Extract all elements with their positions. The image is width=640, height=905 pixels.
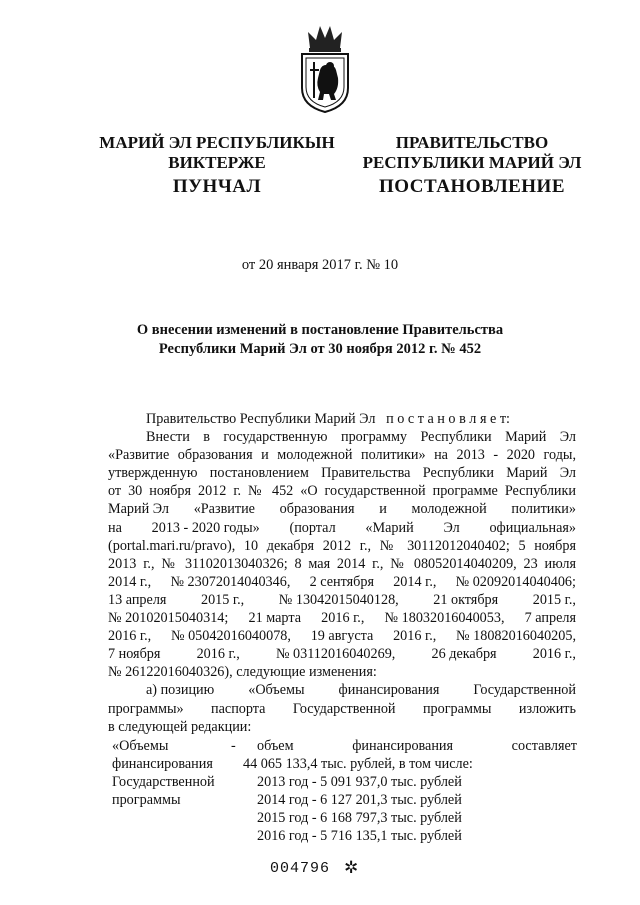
body-word: № 23072014040346, [170, 573, 291, 590]
body-line-text: в следующей редакции: [108, 718, 252, 735]
table-left-cell: финансирования [112, 756, 213, 772]
body-word: молодежной [411, 501, 487, 518]
table-right-line: 2013 год - 5 091 937,0 тыс. рублей [257, 774, 462, 790]
header-right-doc-type: ПОСТАНОВЛЕНИЕ [378, 176, 566, 197]
table-right-first-line [257, 737, 577, 755]
body-word: № 18032016040053, [384, 610, 505, 626]
table-right-line: 2016 год - 5 716 135,1 тыс. рублей [257, 828, 462, 844]
body-line [108, 663, 576, 681]
body-word: Государственной [292, 700, 396, 717]
body-word: паспорта [211, 700, 266, 717]
body-word: № 20102015040314; [108, 610, 229, 626]
body-word: «Марий [365, 519, 414, 536]
body-word: «Развитие [193, 501, 255, 518]
body-line-text: № 26122016040326), следующие изменения: [108, 664, 377, 681]
body-word: 13 апреля [108, 591, 167, 608]
body-word: «Объемы [248, 682, 305, 699]
date-line: от 20 января 2017 г. № 10 [241, 257, 399, 273]
body-line [108, 718, 576, 736]
table-left-column [112, 737, 215, 809]
body-word: № 03112016040269, [275, 646, 396, 663]
body-word: Государственной [473, 682, 576, 699]
body-line [108, 645, 576, 663]
table-right-column [243, 755, 473, 845]
body-word: № 18082016040205, [456, 628, 576, 645]
table-word: объем [257, 738, 294, 754]
body-word: 2015 г., [200, 591, 245, 608]
body-line [108, 482, 576, 500]
header-left-doc-type: ПУНЧАЛ [172, 176, 262, 197]
body-line-text: (portal.mari.ru/pravo), 10 декабря 2012 г., № 30112012040402; 5 ноября [108, 537, 576, 554]
table-right-line: 2015 год - 6 168 797,3 тыс. рублей [257, 810, 462, 826]
body-line-text: Внести в государственную программу Республики Марий Эл [146, 429, 576, 445]
body-word: 7 ноября [108, 646, 161, 663]
header-right-line2: РЕСПУБЛИКИ МАРИЙ ЭЛ [362, 153, 582, 172]
body-word: и [379, 501, 387, 518]
body-word: образования [279, 501, 355, 518]
body-line [108, 555, 576, 573]
header-right-line1: ПРАВИТЕЛЬСТВО [395, 133, 549, 152]
body-word: программы» [108, 700, 184, 717]
body-line [146, 428, 576, 446]
body-word: 2 сентября [309, 573, 374, 590]
body-line [108, 573, 576, 591]
body-word: 2016 г., [321, 610, 365, 626]
coat-of-arms [296, 18, 354, 114]
body-word: 7 апреля [524, 610, 576, 626]
body-word: 2016 г., [196, 646, 240, 663]
serial-number: 004796 [270, 860, 331, 877]
body-line [108, 519, 576, 537]
body-line [146, 681, 576, 699]
document-title-line1: О внесении изменений в постановление Правительства [136, 322, 504, 338]
body-intro: Правительство Республики Марий Эл п о с т а н о в л я е т: [146, 411, 510, 427]
body-line [108, 591, 576, 609]
table-word: составляет [511, 738, 577, 754]
body-word: 2015 г., [532, 591, 576, 608]
body-word: № 13042015040128, [278, 591, 399, 608]
table-right-line: 44 065 133,4 тыс. рублей, в том числе: [243, 756, 473, 772]
body-word: финансирования [338, 682, 440, 699]
body-word: 19 августа [310, 628, 374, 645]
body-line [108, 609, 576, 627]
document-title-line2: Республики Марий Эл от 30 ноября 2012 г. № 452 [158, 341, 482, 357]
body-word: на [108, 519, 122, 536]
table-left-cell: программы [112, 792, 181, 808]
body-word: 2016 г., [393, 628, 437, 645]
body-word: № 02092014040406; [455, 573, 576, 590]
body-word: (портал [289, 519, 336, 536]
table-word: финансирования [352, 738, 454, 754]
body-line [108, 537, 576, 555]
body-word: 21 марта [248, 610, 301, 626]
body-word: № 05042016040078, [170, 628, 291, 645]
asterisk-mark-icon: ✲ [344, 858, 359, 877]
body-line-text: «Развитие образования и молодежной политики» на 2013 - 2020 годы, [108, 447, 576, 464]
body-word: 2013 - 2020 годы» [151, 519, 260, 536]
body-word: изложить [518, 700, 576, 717]
body-word: политики» [511, 501, 576, 518]
body-line-text: утвержденную постановлением Правительства Республики Марий Эл [108, 465, 576, 482]
table-dash: - [231, 738, 236, 754]
body-line [108, 446, 576, 464]
body-line [108, 700, 576, 718]
body-word: Эл [443, 519, 460, 536]
body-line-text: от 30 ноября 2012 г. № 452 «О государственной программе Республики [108, 483, 576, 500]
body-word: 2016 г., [532, 646, 576, 663]
header-left-line2: ВИКТЕРЖЕ [168, 153, 266, 172]
body-word: Марий Эл [108, 501, 169, 518]
body-line-text: 2013 г., № 31102013040326; 8 мая 2014 г., № 08052014040209, 23 июля [108, 555, 576, 572]
body-line [108, 464, 576, 482]
table-left-cell: «Объемы [112, 738, 169, 754]
table-left-cell: Государственной [112, 774, 215, 790]
body-word: 26 декабря [431, 646, 497, 663]
table-right-line: 2014 год - 6 127 201,3 тыс. рублей [257, 792, 462, 808]
body-word: 2016 г., [108, 628, 152, 645]
body-word: 2014 г., [108, 573, 152, 590]
body-word: программы [422, 700, 492, 717]
body-word: а) позицию [146, 682, 215, 699]
body-word: официальная» [489, 519, 576, 536]
header-left-line1: МАРИЙ ЭЛ РЕСПУБЛИКЫН [99, 133, 335, 152]
body-word: 21 октября [433, 591, 499, 608]
body-word: 2014 г., [393, 573, 437, 590]
body-line [108, 500, 576, 518]
body-line [108, 627, 576, 645]
